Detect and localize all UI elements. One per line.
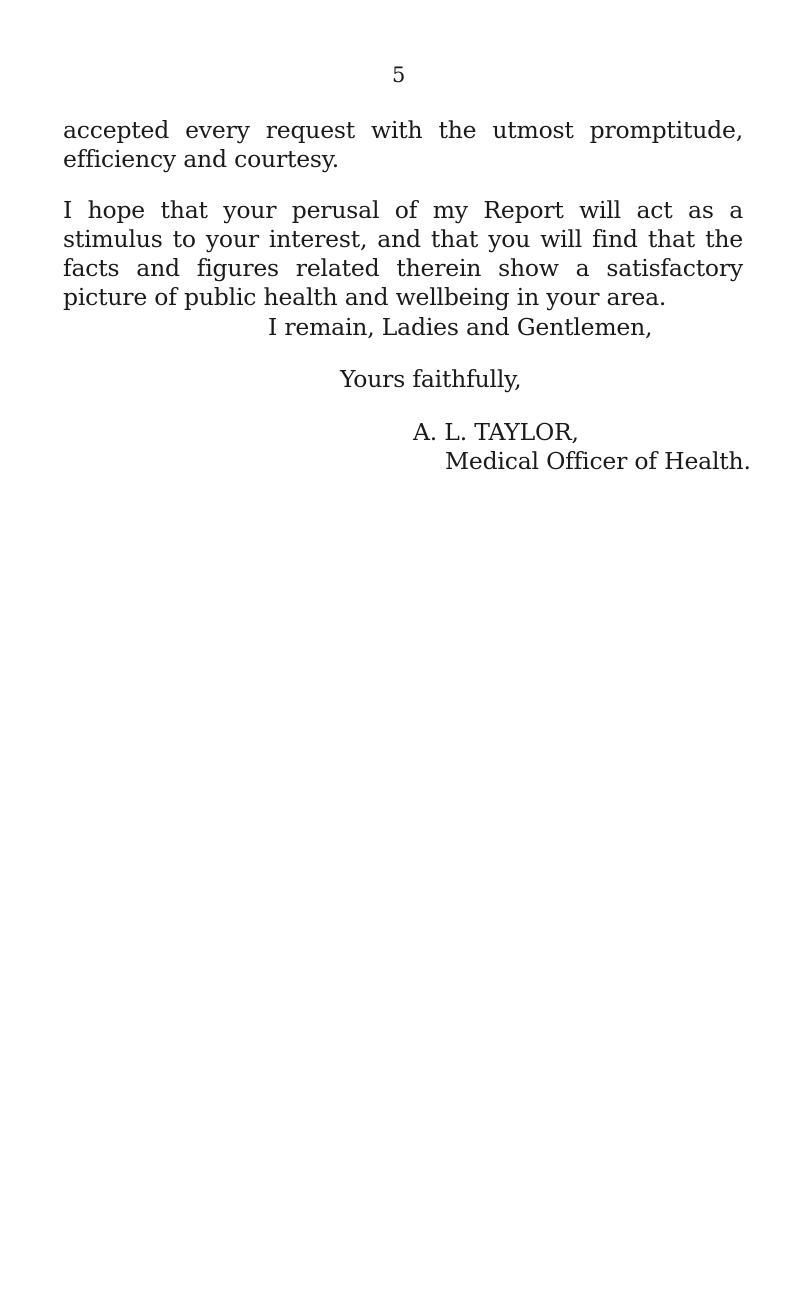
paragraph-report-hope: I hope that your perusal of my Report will act as a stimulus to your interest, and that you will find that the facts and figures related therein show a satisfactory picture of public health and wellbeing in your area. [63,196,743,311]
paragraph-continuation: accepted every request with the utmost promptitude, efficiency and courtesy. [63,116,743,173]
page-number: 5 [392,63,406,87]
signatory-name: A. L. TAYLOR, [413,418,579,446]
closing-salutation: I remain, Ladies and Gentlemen, [268,313,653,341]
sign-off: Yours faithfully, [340,365,522,393]
signatory-title: Medical Officer of Health. [445,447,751,475]
